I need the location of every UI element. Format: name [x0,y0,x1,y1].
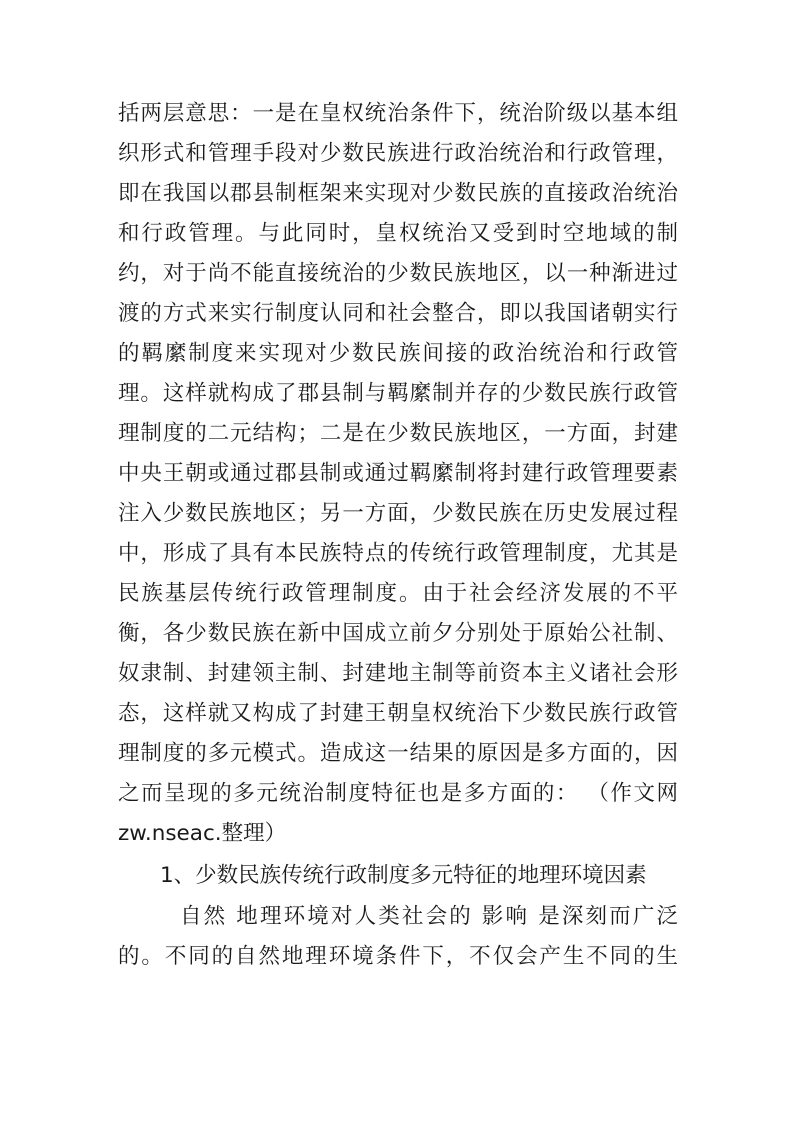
text-line-7: 的羁縻制度来实现对少数民族间接的政治统治和行政管 [118,341,678,366]
text-line-19: zw.nseac.整理） [118,821,287,846]
text-line-2: 织形式和管理手段对少数民族进行政治统治和行政管理， [118,141,678,166]
text-line-3: 即在我国以郡县制框架来实现对少数民族的直接政治统治 [118,181,678,206]
text-line-6: 渡的方式来实行制度认同和社会整合，即以我国诸朝实行 [118,301,678,326]
text-line-5: 约，对于尚不能直接统治的少数民族地区，以一种渐进过 [118,261,678,286]
text-line-22: 的。不同的自然地理环境条件下，不仅会产生不同的生 [118,944,678,969]
text-line-17: 理制度的多元模式。造成这一结果的原因是多方面的，因 [118,741,678,766]
text-line-14: 衡，各少数民族在新中国成立前夕分别处于原始公社制、 [118,621,678,646]
text-line-13: 民族基层传统行政管理制度。由于社会经济发展的不平 [118,581,678,606]
text-line-11: 注入少数民族地区；另一方面，少数民族在历史发展过程 [118,501,678,526]
text-line-4: 和行政管理。与此同时，皇权统治又受到时空地域的制 [118,221,678,246]
text-line-10: 中央王朝或通过郡县制或通过羁縻制将封建行政管理要素 [118,461,678,486]
section-heading: 1、少数民族传统行政制度多元特征的地理环境因素 [160,863,647,888]
text-line-12: 中，形成了具有本民族特点的传统行政管理制度，尤其是 [118,541,678,566]
text-line-16: 态，这样就又构成了封建王朝皇权统治下少数民族行政管 [118,701,678,726]
text-line-8: 理。这样就构成了郡县制与羁縻制并存的少数民族行政管 [118,381,678,406]
text-line-21: 自然 地理环境对人类社会的 影响 是深刻而广泛 [180,904,678,929]
text-line-1: 括两层意思：一是在皇权统治条件下，统治阶级以基本组 [118,101,678,126]
text-line-18: 之而呈现的多元统治制度特征也是多方面的： （作文网 [118,781,678,806]
text-line-15: 奴隶制、封建领主制、封建地主制等前资本主义诸社会形 [118,661,678,686]
text-line-9: 理制度的二元结构；二是在少数民族地区，一方面，封建 [118,421,678,446]
